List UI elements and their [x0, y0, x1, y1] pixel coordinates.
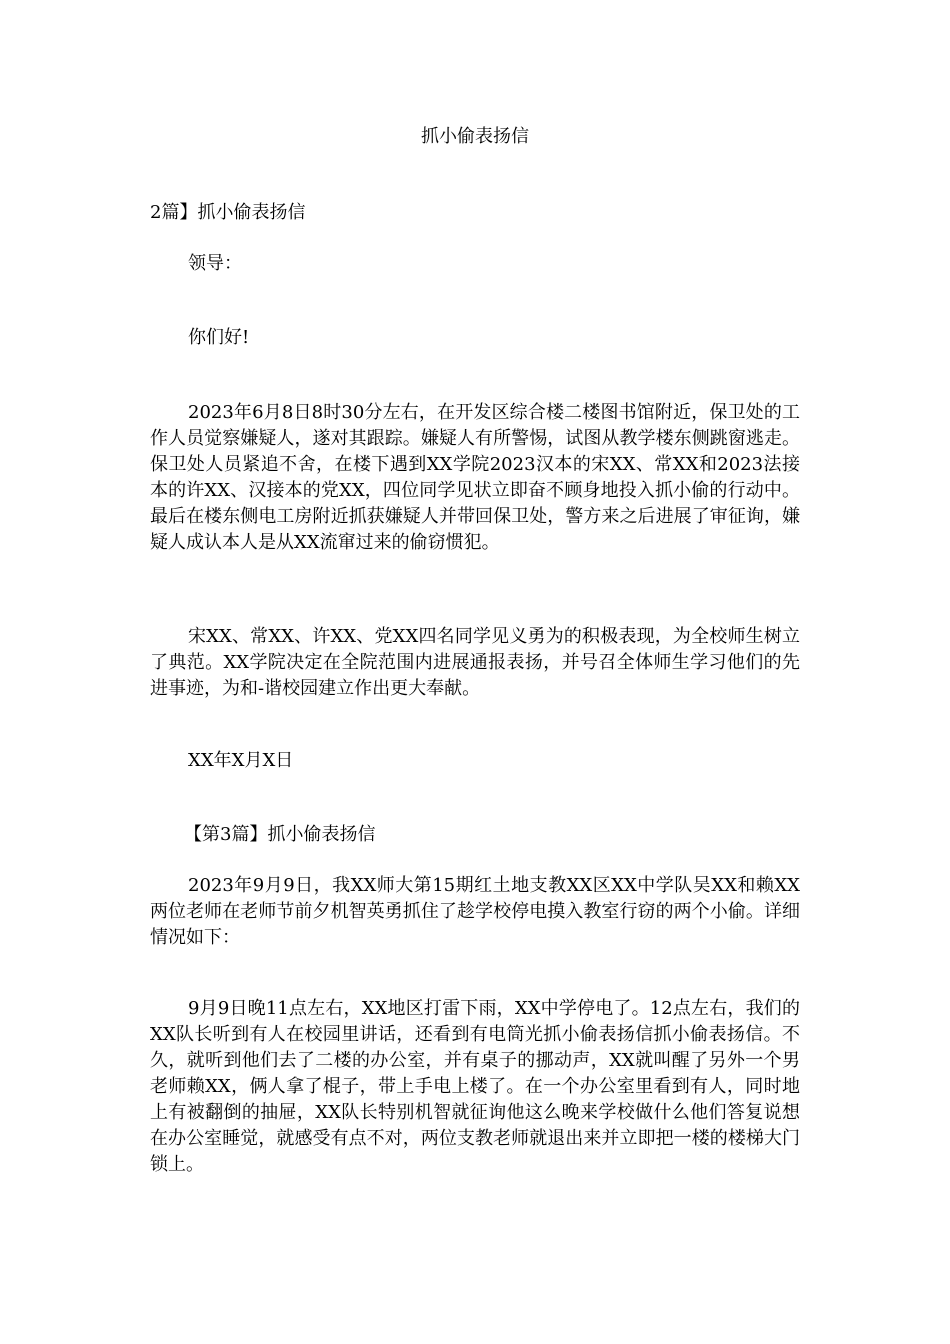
paragraph-incident-3: 9月9日晚11点左右，XX地区打雷下雨，XX中学停电了。12点左右，我们的XX队长听到有人在校园里讲话，还看到有电筒光抓小偷表扬信抓小偷表扬信。不久，就听到他们去了二楼的办公室，并有桌子的挪动声，XX就叫醒了另外一个男老师赖XX，俩人拿了棍子，带上手电上楼了。在一个办公室里看到有人，同时地上有被翻倒的抽屉，XX队长特别机智就征询他这么晚来学校做什么他们答复说想在办公室睡觉，就感受有点不对，两位支教老师就退出来并立即把一楼的楼梯大门锁上。 — [150, 998, 800, 1175]
greeting: 你们好! — [188, 327, 250, 348]
section-heading-3: 【第3篇】抓小偷表扬信 — [184, 824, 376, 845]
paragraph-commendation: 宋XX、常XX、许XX、党XX四名同学见义勇为的积极表现，为全校师生树立了典范。XX学院决定在全院范围内进展通报表扬，并号召全体师生学习他们的先进事迹，为和-谐校园建立作出更大奉献。 — [150, 626, 800, 699]
paragraph-intro-3: 2023年9月9日，我XX师大第15期红土地支教XX区XX中学队吴XX和赖XX两位老师在老师节前夕机智英勇抓住了趁学校停电摸入教室行窃的两个小偷。详细情况如下： — [150, 875, 800, 948]
date-line: XX年X月X日 — [188, 750, 294, 771]
paragraph-incident-1: 2023年6月8日8时30分左右，在开发区综合楼二楼图书馆附近，保卫处的工作人员觉察嫌疑人，遂对其跟踪。嫌疑人有所警惕，试图从教学楼东侧跳窗逃走。保卫处人员紧追不舍，在楼下遇到XX学院2023汉本的宋XX、常XX和2023法接本的许XX、汉接本的党XX，四位同学见状立即奋不顾身地投入抓小偷的行动中。最后在楼东侧电工房附近抓获嫌疑人并带回保卫处，警方来之后进展了审征询，嫌疑人成认本人是从XX流窜过来的偷窃惯犯。 — [150, 402, 800, 553]
section-heading-2: 2篇】抓小偷表扬信 — [150, 202, 306, 223]
salutation: 领导： — [188, 253, 242, 274]
document-title: 抓小偷表扬信 — [421, 126, 529, 147]
